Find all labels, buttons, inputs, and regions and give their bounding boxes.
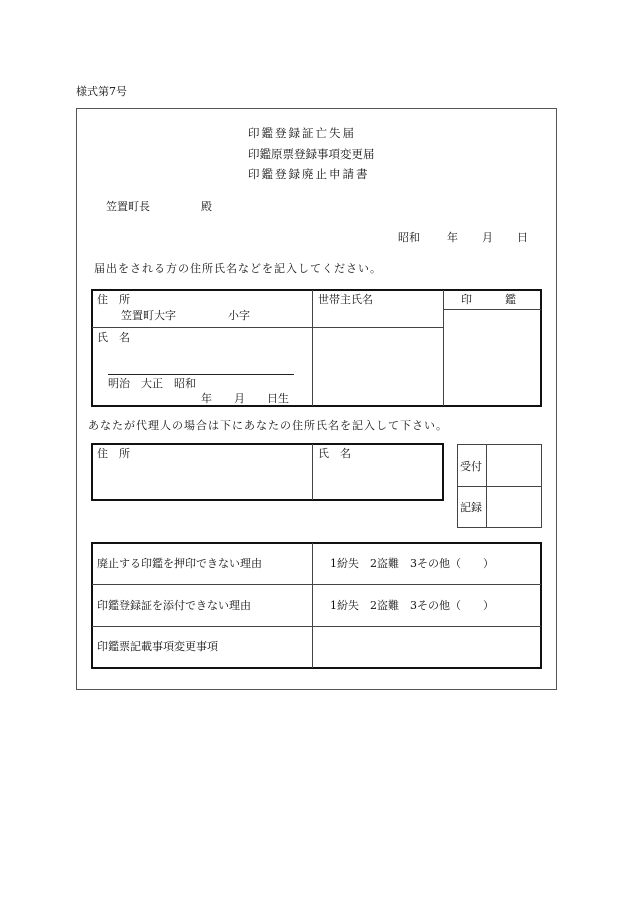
agent-address-label: 住 所 <box>97 447 130 460</box>
recorded-label: 記録 <box>460 501 482 514</box>
reason-label-seal: 廃止する印鑑を押印できない理由 <box>97 557 262 570</box>
applicant-divider-h1 <box>92 327 443 328</box>
birth-eras: 明治 大正 昭和 <box>108 377 196 390</box>
addressee-honorific: 殿 <box>201 200 212 213</box>
applicant-address-town: 笠置町大字 <box>121 309 176 322</box>
name-underline <box>108 374 294 375</box>
reasons-divider-v <box>312 543 313 668</box>
date-month: 月 <box>482 231 493 244</box>
office-divider-h <box>457 486 542 487</box>
agent-instruction: あなたが代理人の場合は下にあなたの住所氏名を記入して下さい。 <box>88 419 448 432</box>
householder-label: 世帯主氏名 <box>318 293 373 306</box>
birth-date: 年 月 日生 <box>201 392 289 405</box>
date-day: 日 <box>517 231 528 244</box>
applicant-address-koaza: 小字 <box>228 309 250 322</box>
applicant-name-label: 氏 名 <box>97 331 130 344</box>
reason-options-seal: 1紛失 2盗難 3その他（ ） <box>330 557 494 570</box>
reason-label-change: 印鑑票記載事項変更事項 <box>97 640 218 653</box>
agent-divider-v <box>312 444 313 500</box>
reason-options-card: 1紛失 2盗難 3その他（ ） <box>330 599 494 612</box>
reasons-divider-h1 <box>92 584 541 585</box>
reasons-divider-h2 <box>92 626 541 627</box>
seal-label: 印 鑑 <box>461 293 516 306</box>
received-label: 受付 <box>460 460 482 473</box>
title-lost-card: 印鑑登録証亡失届 <box>248 126 356 140</box>
date-year: 年 <box>447 231 458 244</box>
form-number: 様式第7号 <box>76 85 127 98</box>
applicant-address-label: 住 所 <box>97 293 130 306</box>
applicant-divider-v1 <box>312 290 313 406</box>
agent-name-label: 氏 名 <box>318 447 351 460</box>
reason-label-card: 印鑑登録証を添付できない理由 <box>97 599 251 612</box>
title-abolition-request: 印鑑登録廃止申請書 <box>248 167 370 181</box>
applicant-instruction: 届出をされる方の住所氏名などを記入してください。 <box>94 262 382 275</box>
seal-header-divider <box>443 309 541 310</box>
date-era: 昭和 <box>398 231 420 244</box>
agent-table <box>91 443 444 501</box>
title-change-notice: 印鑑原票登録事項変更届 <box>248 147 375 161</box>
applicant-divider-v2 <box>443 290 444 406</box>
addressee-town: 笠置町長 <box>106 200 150 213</box>
